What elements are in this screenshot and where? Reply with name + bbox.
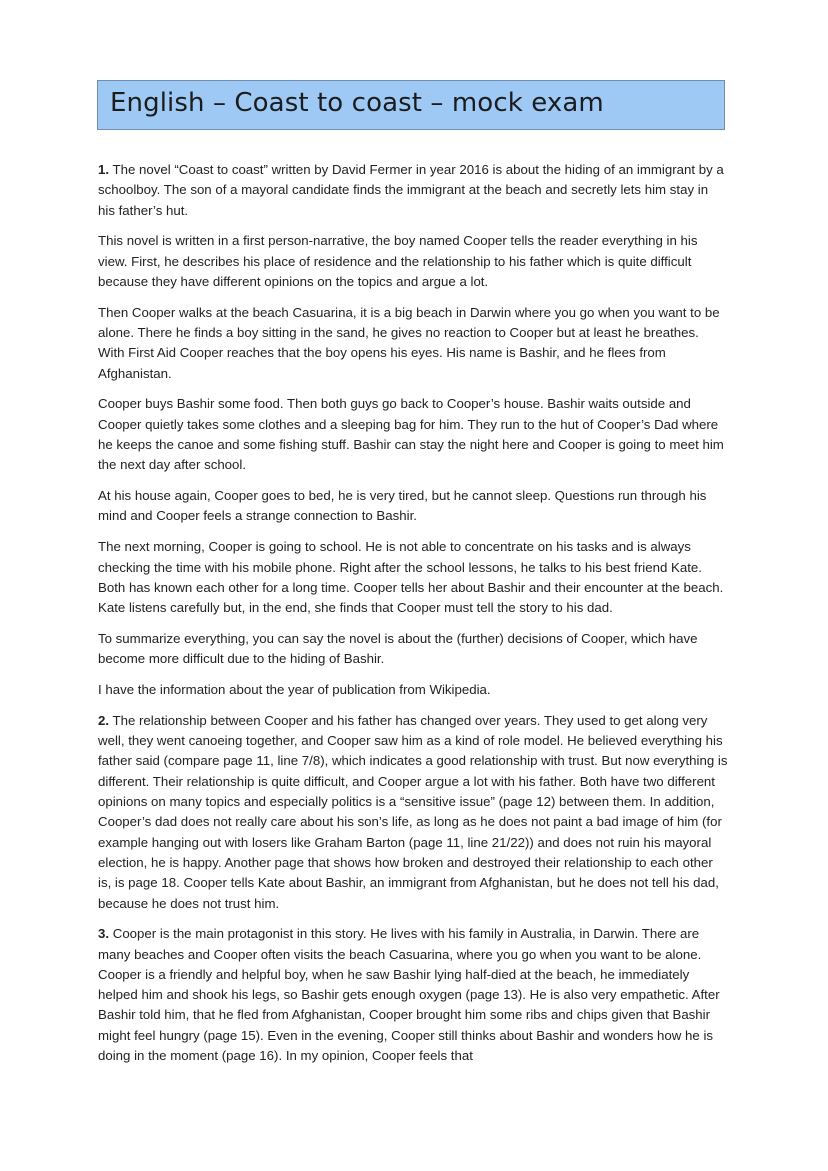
paragraph bbox=[98, 924, 728, 1066]
paragraph-text: To summarize everything, you can say the novel is about the (further) decisions of Cooper, which have become more difficult due to the hiding of Bashir. bbox=[98, 630, 698, 667]
document-body bbox=[98, 160, 728, 1077]
paragraph-number: 3. bbox=[98, 926, 110, 942]
paragraph bbox=[98, 160, 728, 221]
paragraph-text: The relationship between Cooper and his father has changed over years. They used to get along very well, they went canoeing together, and Cooper saw him as a kind of role model. He believed everything his father said (compare page 11, line 7/8), which indicates a good relationship with trust. But now everything is different. Their relationship is quite difficult, and Cooper argue a lot with his father. Both have two different opinions on many topics and especially politics is a “sensitive issue” (page 12) between them. In addition, Cooper’s dad does not really care about his son’s life, as long as he does not paint a bad image of him (for example hanging out with losers like Graham Barton (page 11, line 21/22)) and does not ruin his mayoral election, he is happy. Another page that shows how broken and destroyed their relationship to each other is, is page 18. Cooper tells Kate about Bashir, an immigrant from Afghanistan, but he does not tell his dad, because he does not trust him. bbox=[98, 712, 728, 911]
paragraph-text: I have the information about the year of publication from Wikipedia. bbox=[98, 682, 491, 698]
paragraph-text: The next morning, Cooper is going to school. He is not able to concentrate on his tasks and is always checking the time with his mobile phone. Right after the school lessons, he talks to his best friend Kate. Both has known each other for a long time. Cooper tells her about Bashir and their encounter at the beach. Kate listens carefully but, in the end, she finds that Cooper must tell the story to his dad. bbox=[98, 539, 724, 616]
paragraph bbox=[98, 303, 728, 384]
paragraph-text: At his house again, Cooper goes to bed, he is very tired, but he cannot sleep. Questions run through his mind and Cooper feels a strange connection to Bashir. bbox=[98, 488, 707, 524]
paragraph-text: This novel is written in a first person-narrative, the boy named Cooper tells the reader everything in his view. First, he describes his place of residence and the relationship to his father which is quite difficult because they have different opinions on the topics and argue a lot. bbox=[98, 233, 698, 289]
paragraph bbox=[98, 629, 728, 670]
document-title: English – Coast to coast – mock exam bbox=[110, 88, 604, 118]
paragraph-text: Cooper is the main protagonist in this story. He lives with his family in Australia, in Darwin. There are many beaches and Cooper often visits the beach Casuarina, where you go when you want to be alone. Cooper is a friendly and helpful boy, when he saw Bashir lying half-died at the beach, he immediately helped him and shook his legs, so Bashir gets enough oxygen (page 13). He is also very empathetic. After Bashir told him, that he fled from Afghanistan, Cooper brought him some ribs and chips given that Bashir might feel hungry (page 15). Even in the evening, Cooper still thinks about Bashir and wonders how he is doing in the moment (page 16). In my opinion, Cooper feels that bbox=[98, 926, 720, 1064]
title-banner bbox=[97, 80, 725, 130]
paragraph bbox=[98, 680, 728, 700]
paragraph bbox=[98, 537, 728, 618]
paragraph-text: Cooper buys Bashir some food. Then both guys go back to Cooper’s house. Bashir waits outside and Cooper quietly takes some clothes and a sleeping bag for him. They run to the hut of Cooper’s Dad where he keeps the canoe and some fishing stuff. Bashir can stay the night here and Cooper is going to meet him the next day after school. bbox=[98, 396, 724, 473]
paragraph bbox=[98, 231, 728, 292]
paragraph bbox=[98, 394, 728, 475]
paragraph-number: 1. bbox=[98, 162, 110, 177]
paragraph-number: 2. bbox=[98, 712, 110, 728]
paragraph bbox=[98, 486, 728, 527]
paragraph bbox=[98, 711, 728, 914]
paragraph-text: Then Cooper walks at the beach Casuarina, it is a big beach in Darwin where you go when you want to be alone. There he finds a boy sitting in the sand, he gives no reaction to Cooper but at least he breathes. With First Aid Cooper reaches that the boy opens his eyes. His name is Bashir, and he flees from Afghanistan. bbox=[98, 304, 720, 381]
paragraph-text: The novel “Coast to coast” written by David Fermer in year 2016 is about the hiding of an immigrant by a schoolboy. The son of a mayoral candidate finds the immigrant at the beach and secretly lets him stay in his father’s hut. bbox=[98, 162, 724, 218]
